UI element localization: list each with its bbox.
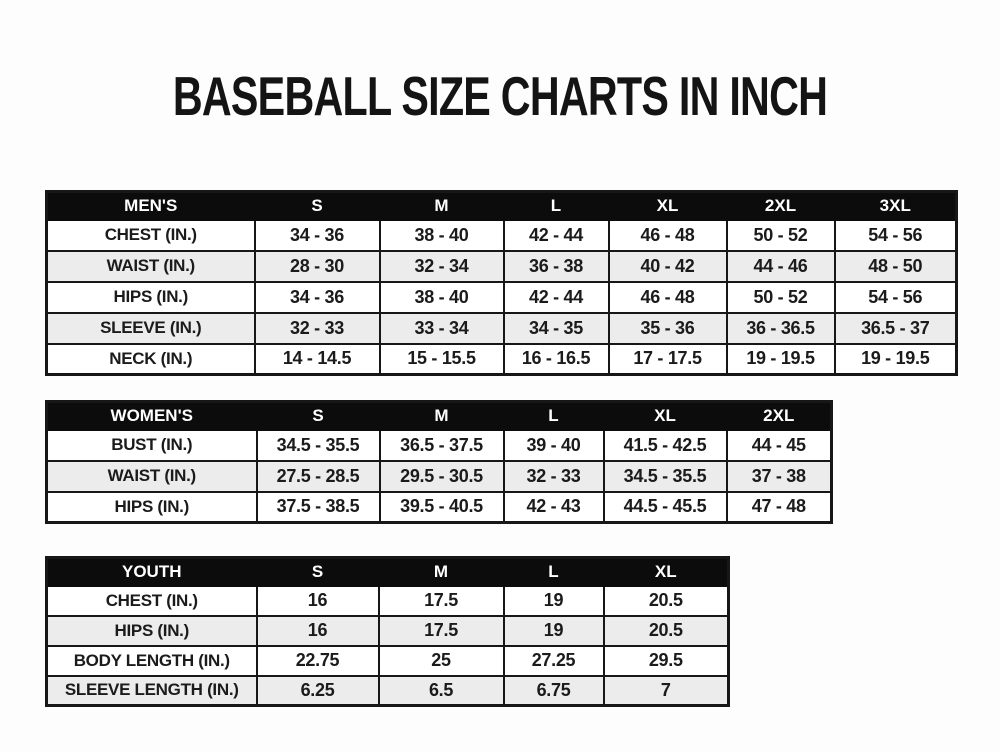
size-value-cell: 44 - 46	[727, 251, 835, 282]
measurement-label: CHEST (IN.)	[47, 220, 255, 251]
measurement-label: HIPS (IN.)	[47, 282, 255, 313]
measurement-label: SLEEVE LENGTH (IN.)	[47, 676, 257, 706]
size-value-cell: 50 - 52	[727, 282, 835, 313]
size-column-header: M	[380, 192, 504, 220]
size-column-header: XL	[604, 558, 729, 586]
size-column-header: L	[504, 558, 604, 586]
size-value-cell: 32 - 33	[504, 461, 604, 492]
size-value-cell: 33 - 34	[380, 313, 504, 344]
size-column-header: L	[504, 402, 604, 430]
size-value-cell: 38 - 40	[380, 282, 504, 313]
size-value-cell: 39.5 - 40.5	[380, 492, 504, 523]
size-column-header: 3XL	[835, 192, 957, 220]
size-value-cell: 34.5 - 35.5	[257, 430, 380, 461]
size-value-cell: 6.5	[379, 676, 504, 706]
size-value-cell: 36.5 - 37	[835, 313, 957, 344]
size-value-cell: 17 - 17.5	[609, 344, 727, 375]
size-value-cell: 22.75	[257, 646, 379, 676]
group-header: WOMEN'S	[47, 402, 257, 430]
size-value-cell: 42 - 43	[504, 492, 604, 523]
size-value-cell: 34 - 35	[504, 313, 609, 344]
size-value-cell: 34 - 36	[255, 282, 380, 313]
size-value-cell: 34.5 - 35.5	[604, 461, 727, 492]
size-value-cell: 46 - 48	[609, 220, 727, 251]
table-row	[47, 586, 729, 616]
table-row	[47, 251, 957, 282]
size-column-header: M	[379, 558, 504, 586]
measurement-label: HIPS (IN.)	[47, 492, 257, 523]
measurement-label: HIPS (IN.)	[47, 616, 257, 646]
size-column-header: M	[380, 402, 504, 430]
size-value-cell: 41.5 - 42.5	[604, 430, 727, 461]
size-value-cell: 19	[504, 586, 604, 616]
size-value-cell: 15 - 15.5	[380, 344, 504, 375]
size-value-cell: 42 - 44	[504, 282, 609, 313]
size-value-cell: 34 - 36	[255, 220, 380, 251]
size-value-cell: 50 - 52	[727, 220, 835, 251]
table-row	[47, 220, 957, 251]
measurement-label: BODY LENGTH (IN.)	[47, 646, 257, 676]
size-column-header: XL	[609, 192, 727, 220]
size-value-cell: 37.5 - 38.5	[257, 492, 380, 523]
size-value-cell: 14 - 14.5	[255, 344, 380, 375]
size-column-header: 2XL	[727, 402, 832, 430]
size-value-cell: 32 - 33	[255, 313, 380, 344]
size-column-header: S	[257, 558, 379, 586]
size-table-womens	[45, 400, 833, 524]
size-value-cell: 54 - 56	[835, 220, 957, 251]
group-header: MEN'S	[47, 192, 255, 220]
size-value-cell: 28 - 30	[255, 251, 380, 282]
header-row	[47, 192, 957, 220]
size-value-cell: 39 - 40	[504, 430, 604, 461]
size-value-cell: 36.5 - 37.5	[380, 430, 504, 461]
size-value-cell: 29.5 - 30.5	[380, 461, 504, 492]
size-column-header: 2XL	[727, 192, 835, 220]
size-value-cell: 36 - 38	[504, 251, 609, 282]
size-value-cell: 27.25	[504, 646, 604, 676]
group-header: YOUTH	[47, 558, 257, 586]
size-value-cell: 19 - 19.5	[835, 344, 957, 375]
measurement-label: CHEST (IN.)	[47, 586, 257, 616]
size-value-cell: 16 - 16.5	[504, 344, 609, 375]
size-value-cell: 32 - 34	[380, 251, 504, 282]
header-row	[47, 558, 729, 586]
size-column-header: XL	[604, 402, 727, 430]
table-row	[47, 313, 957, 344]
page-title: BASEBALL SIZE CHARTS IN INCH	[172, 65, 828, 127]
size-value-cell: 16	[257, 586, 379, 616]
size-column-header: S	[257, 402, 380, 430]
size-value-cell: 38 - 40	[380, 220, 504, 251]
size-value-cell: 17.5	[379, 616, 504, 646]
size-value-cell: 40 - 42	[609, 251, 727, 282]
size-value-cell: 44.5 - 45.5	[604, 492, 727, 523]
size-value-cell: 17.5	[379, 586, 504, 616]
measurement-label: BUST (IN.)	[47, 430, 257, 461]
size-value-cell: 47 - 48	[727, 492, 832, 523]
size-value-cell: 36 - 36.5	[727, 313, 835, 344]
size-value-cell: 44 - 45	[727, 430, 832, 461]
measurement-label: SLEEVE (IN.)	[47, 313, 255, 344]
size-column-header: S	[255, 192, 380, 220]
table-row	[47, 616, 729, 646]
size-value-cell: 37 - 38	[727, 461, 832, 492]
size-table-mens	[45, 190, 958, 376]
size-value-cell: 7	[604, 676, 729, 706]
size-table-youth	[45, 556, 730, 707]
table-row	[47, 344, 957, 375]
measurement-label: NECK (IN.)	[47, 344, 255, 375]
size-value-cell: 46 - 48	[609, 282, 727, 313]
size-value-cell: 19	[504, 616, 604, 646]
size-value-cell: 48 - 50	[835, 251, 957, 282]
table-row	[47, 646, 729, 676]
table-row	[47, 492, 832, 523]
size-value-cell: 42 - 44	[504, 220, 609, 251]
size-value-cell: 19 - 19.5	[727, 344, 835, 375]
size-value-cell: 29.5	[604, 646, 729, 676]
size-value-cell: 16	[257, 616, 379, 646]
size-value-cell: 25	[379, 646, 504, 676]
size-value-cell: 20.5	[604, 616, 729, 646]
size-value-cell: 6.75	[504, 676, 604, 706]
table-row	[47, 430, 832, 461]
size-value-cell: 20.5	[604, 586, 729, 616]
table-row	[47, 461, 832, 492]
size-value-cell: 35 - 36	[609, 313, 727, 344]
size-column-header: L	[504, 192, 609, 220]
table-row	[47, 282, 957, 313]
table-row	[47, 676, 729, 706]
measurement-label: WAIST (IN.)	[47, 461, 257, 492]
header-row	[47, 402, 832, 430]
measurement-label: WAIST (IN.)	[47, 251, 255, 282]
size-value-cell: 27.5 - 28.5	[257, 461, 380, 492]
size-value-cell: 54 - 56	[835, 282, 957, 313]
size-value-cell: 6.25	[257, 676, 379, 706]
